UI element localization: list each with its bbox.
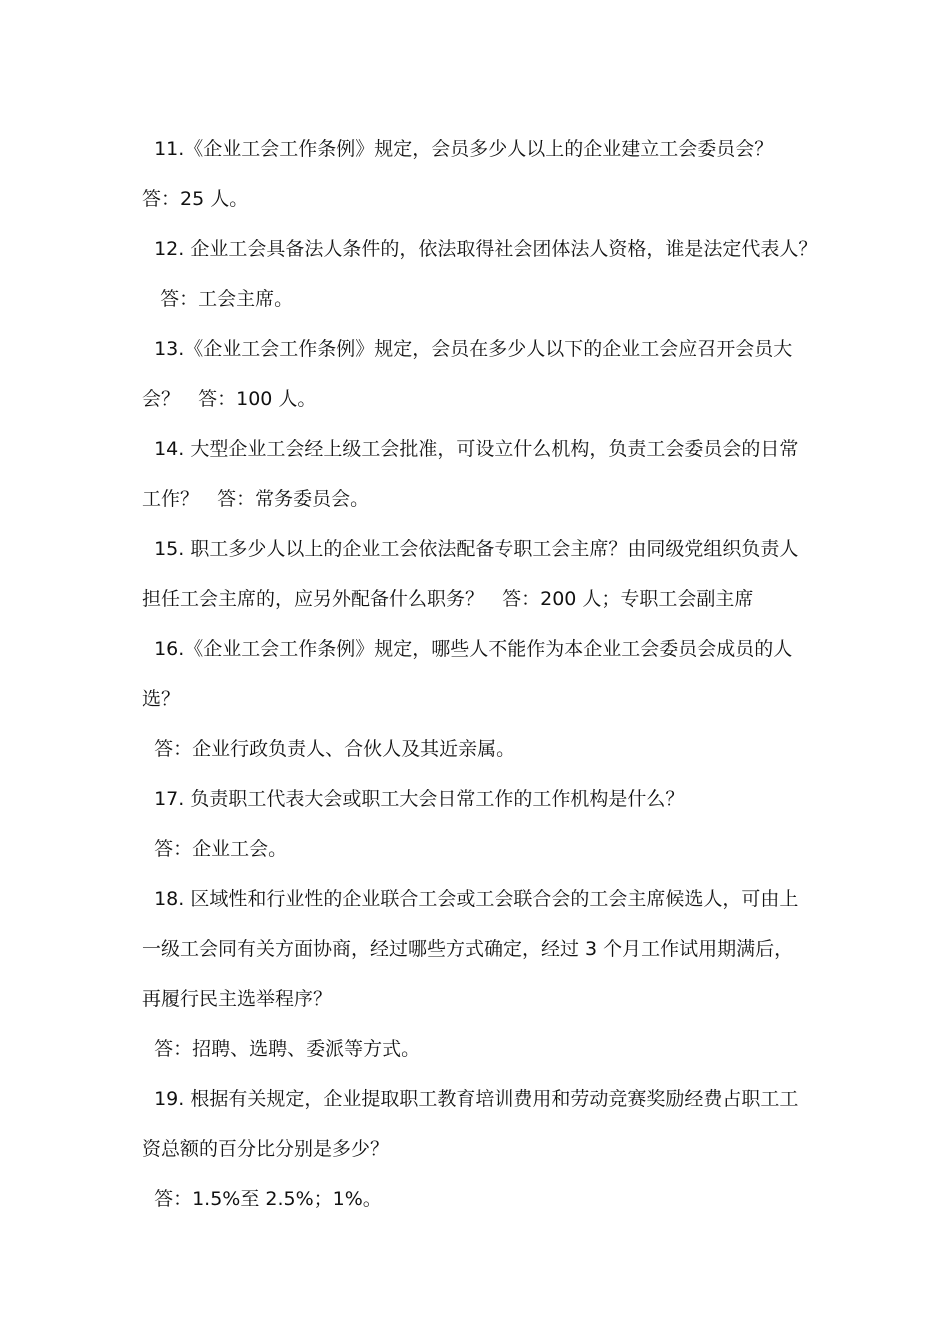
question-18-line-2: 一级工会同有关方面协商，经过哪些方式确定，经过 3 个月工作试用期满后， bbox=[142, 938, 794, 960]
question-15-line-1: 15. 职工多少人以上的企业工会依法配备专职工会主席？由同级党组织负责人 bbox=[142, 538, 799, 560]
answer-18: 答：招聘、选聘、委派等方式。 bbox=[142, 1038, 421, 1060]
question-15-line-2: 担任工会主席的，应另外配备什么职务？ 答：200 人；专职工会副主席 bbox=[142, 588, 754, 610]
question-16-line-1: 16.《企业工会工作条例》规定，哪些人不能作为本企业工会委员会成员的人 bbox=[142, 638, 793, 660]
answer-11: 答：25 人。 bbox=[142, 188, 249, 210]
question-18-line-1: 18. 区域性和行业性的企业联合工会或工会联合会的工会主席候选人，可由上 bbox=[142, 888, 799, 910]
question-14-line-1: 14. 大型企业工会经上级工会批准，可设立什么机构，负责工会委员会的日常 bbox=[142, 438, 799, 460]
question-12: 12. 企业工会具备法人条件的，依法取得社会团体法人资格，谁是法定代表人？ bbox=[142, 238, 818, 260]
question-19-line-1: 19. 根据有关规定，企业提取职工教育培训费用和劳动竞赛奖励经费占职工工 bbox=[142, 1088, 799, 1110]
question-13-line-1: 13.《企业工会工作条例》规定，会员在多少人以下的企业工会应召开会员大 bbox=[142, 338, 793, 360]
question-14-line-2: 工作？ 答：常务委员会。 bbox=[142, 488, 370, 510]
answer-17: 答：企业工会。 bbox=[142, 838, 288, 860]
question-18-line-3: 再履行民主选举程序？ bbox=[142, 988, 333, 1010]
question-19-line-2: 资总额的百分比分别是多少？ bbox=[142, 1138, 390, 1160]
answer-19: 答：1.5%至 2.5%；1%。 bbox=[142, 1188, 382, 1210]
question-11: 11.《企业工会工作条例》规定，会员多少人以上的企业建立工会委员会？ bbox=[142, 138, 774, 160]
question-16-line-2: 选？ bbox=[142, 688, 181, 710]
question-13-line-2: 会？ 答：100 人。 bbox=[142, 388, 317, 410]
answer-12: 答：工会主席。 bbox=[142, 288, 294, 310]
question-17: 17. 负责职工代表大会或职工大会日常工作的工作机构是什么？ bbox=[142, 788, 685, 810]
answer-16: 答：企业行政负责人、合伙人及其近亲属。 bbox=[142, 738, 516, 760]
